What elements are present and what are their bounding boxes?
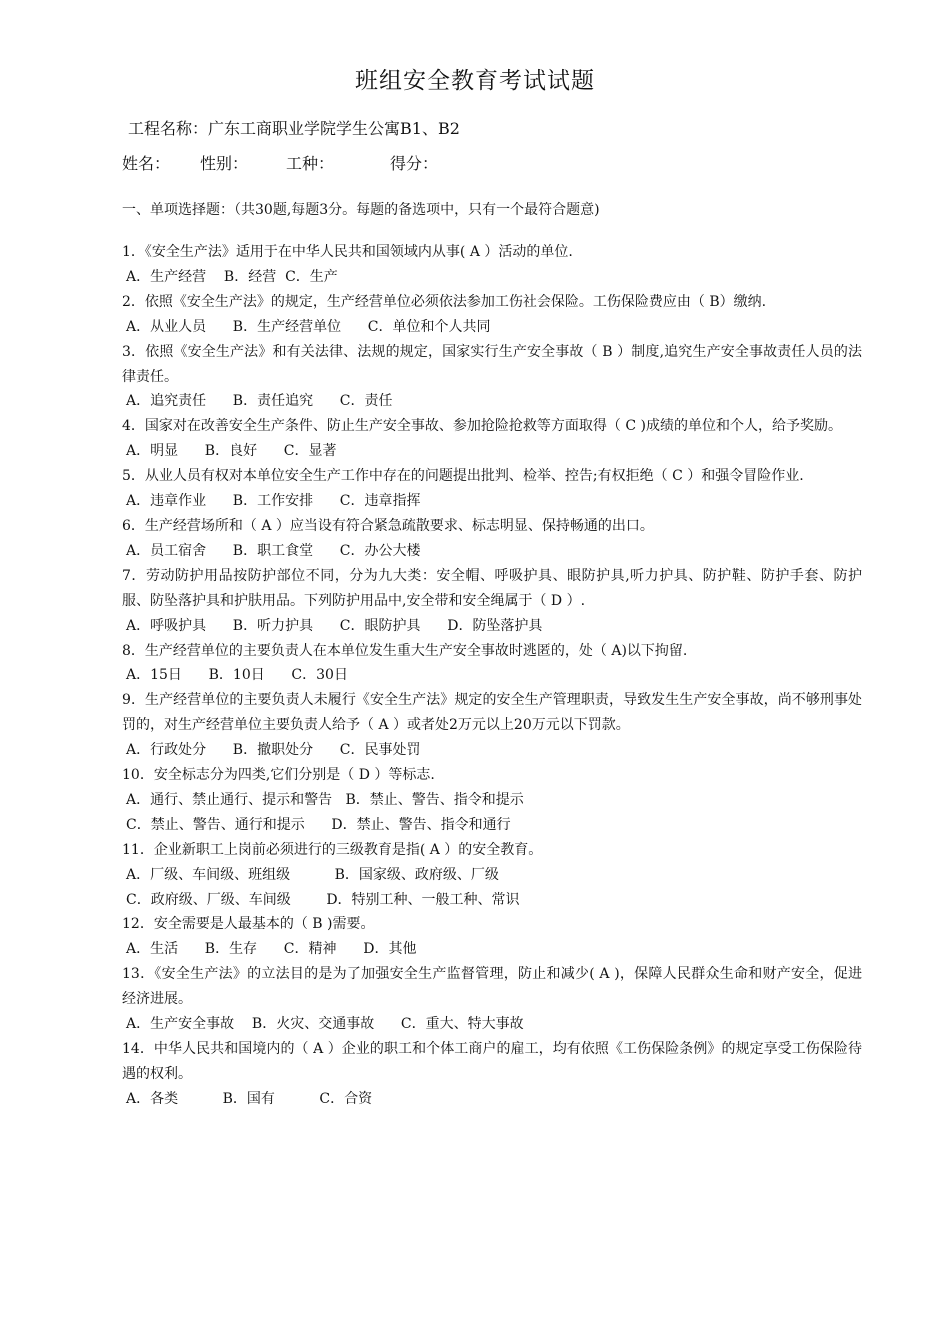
question-text: 12．安全需要是人最基本的（ B )需要。 (122, 916, 375, 933)
answer-options: A．行政处分 B．撤职处分 C．民事处罚 (126, 742, 421, 759)
project-name: 工程名称：广东工商职业学院学生公寓B1、B2 (128, 119, 460, 138)
answer-options: A．违章作业 B．工作安排 C．违章指挥 (126, 493, 421, 510)
question-item (122, 838, 862, 913)
question-item (122, 464, 862, 514)
answer-options: A．从业人员 B．生产经营单位 C．单位和个人共同 (126, 318, 491, 335)
question-item (122, 340, 862, 415)
answer-options: A．生活 B．生存 C．精神 D．其他 (126, 941, 417, 958)
question-item (122, 240, 862, 290)
question-text: 6．生产经营场所和（ A ）应当设有符合紧急疏散要求、标志明显、保持畅通的出口。 (122, 517, 654, 534)
question-item (122, 912, 862, 962)
question-item (122, 688, 862, 763)
question-item (122, 290, 862, 340)
answer-options: A．15日 B．10日 C．30日 (126, 667, 348, 684)
question-text: 4．国家对在改善安全生产条件、防止生产安全事故、参加抢险抢救等方面取得（ C )成绩的单位和个人，给予奖励。 (122, 418, 842, 435)
name-field-label: 姓名： (122, 154, 171, 173)
answer-options: A．通行、禁止通行、提示和警告 B．禁止、警告、指令和提示 (126, 791, 524, 808)
question-item (122, 514, 862, 564)
question-text: 7．劳动防护用品按防护部位不同，分为九大类：安全帽、呼吸护具、眼防护具,听力护具、防护鞋、防护手套、防护服、防坠落护具和护肤用品。下列防护用品中,安全带和安全绳属于（ D ）. (122, 567, 862, 609)
answer-options: A．员工宿舍 B．职工食堂 C．办公大楼 (126, 542, 421, 559)
question-text: 9．生产经营单位的主要负责人未履行《安全生产法》规定的安全生产管理职责，导致发生生产安全事故，尚不够刑事处罚的，对生产经营单位主要负责人给予（ A ）或者处2万元以上20万元以下罚款。 (122, 692, 862, 734)
answer-options: A．呼吸护具 B．听力护具 C．眼防护具 D．防坠落护具 (126, 617, 543, 634)
question-text: 1．《安全生产法》适用于在中华人民共和国领域内从事( A ）活动的单位. (122, 244, 573, 260)
question-list (122, 240, 862, 1112)
answer-options: A．生产经营 B．经营 C．生产 (126, 268, 338, 285)
exam-title: 班组安全教育考试试题 (355, 68, 595, 94)
question-item (122, 414, 862, 464)
question-text: 8．生产经营单位的主要负责人在本单位发生重大生产安全事故时逃匿的，处（ A)以下拘留. (122, 642, 688, 659)
question-text: 11．企业新职工上岗前必须进行的三级教育是指( A ）的安全教育。 (122, 841, 543, 858)
answer-options: C．禁止、警告、通行和提示 D．禁止、警告、指令和通行 (126, 816, 511, 833)
question-text: 3．依照《安全生产法》和有关法律、法规的规定，国家实行生产安全事故（ B ）制度,追究生产安全事故责任人员的法律责任。 (122, 343, 862, 385)
score-field-label: 得分： (390, 154, 439, 173)
student-info-fields (122, 151, 438, 174)
gender-field-label: 性别： (200, 154, 249, 173)
question-text: 10．安全标志分为四类,它们分别是（ D ）等标志. (122, 767, 435, 784)
answer-options: A．厂级、车间级、班组级 B．国家级、政府级、厂级 (126, 866, 499, 883)
question-item (122, 962, 862, 1037)
job-field-label: 工种： (286, 154, 335, 173)
answer-options: A．生产安全事故 B．火灾、交通事故 C．重大、特大事故 (126, 1016, 524, 1033)
question-text: 13．《安全生产法》的立法目的是为了加强安全生产监督管理，防止和减少( A )，保障人民群众生命和财产安全，促进经济进展。 (122, 966, 862, 1008)
answer-options: A．明显 B．良好 C．显著 (126, 443, 337, 460)
question-item (122, 1037, 862, 1112)
question-item (122, 639, 862, 689)
section-heading: 一、单项选择题：（共30题,每题3分。每题的备选项中，只有一个最符合题意) (122, 202, 600, 218)
question-item (122, 763, 862, 838)
answer-options: C．政府级、厂级、车间级 D．特别工种、一般工种、常识 (126, 891, 520, 908)
question-text: 5．从业人员有权对本单位安全生产工作中存在的问题提出批判、检举、控告;有权拒绝（ C ）和强令冒险作业. (122, 468, 804, 485)
question-item (122, 564, 862, 639)
answer-options: A．各类 B．国有 C．合资 (126, 1090, 373, 1107)
question-text: 14．中华人民共和国境内的（ A ）企业的职工和个体工商户的雇工，均有依照《工伤保险条例》的规定享受工伤保险待遇的权利。 (122, 1041, 862, 1082)
question-text: 2．依照《安全生产法》的规定，生产经营单位必须依法参加工伤社会保险。工伤保险费应由（ B）缴纳. (122, 293, 767, 310)
answer-options: A．追究责任 B．责任追究 C．责任 (126, 393, 393, 410)
